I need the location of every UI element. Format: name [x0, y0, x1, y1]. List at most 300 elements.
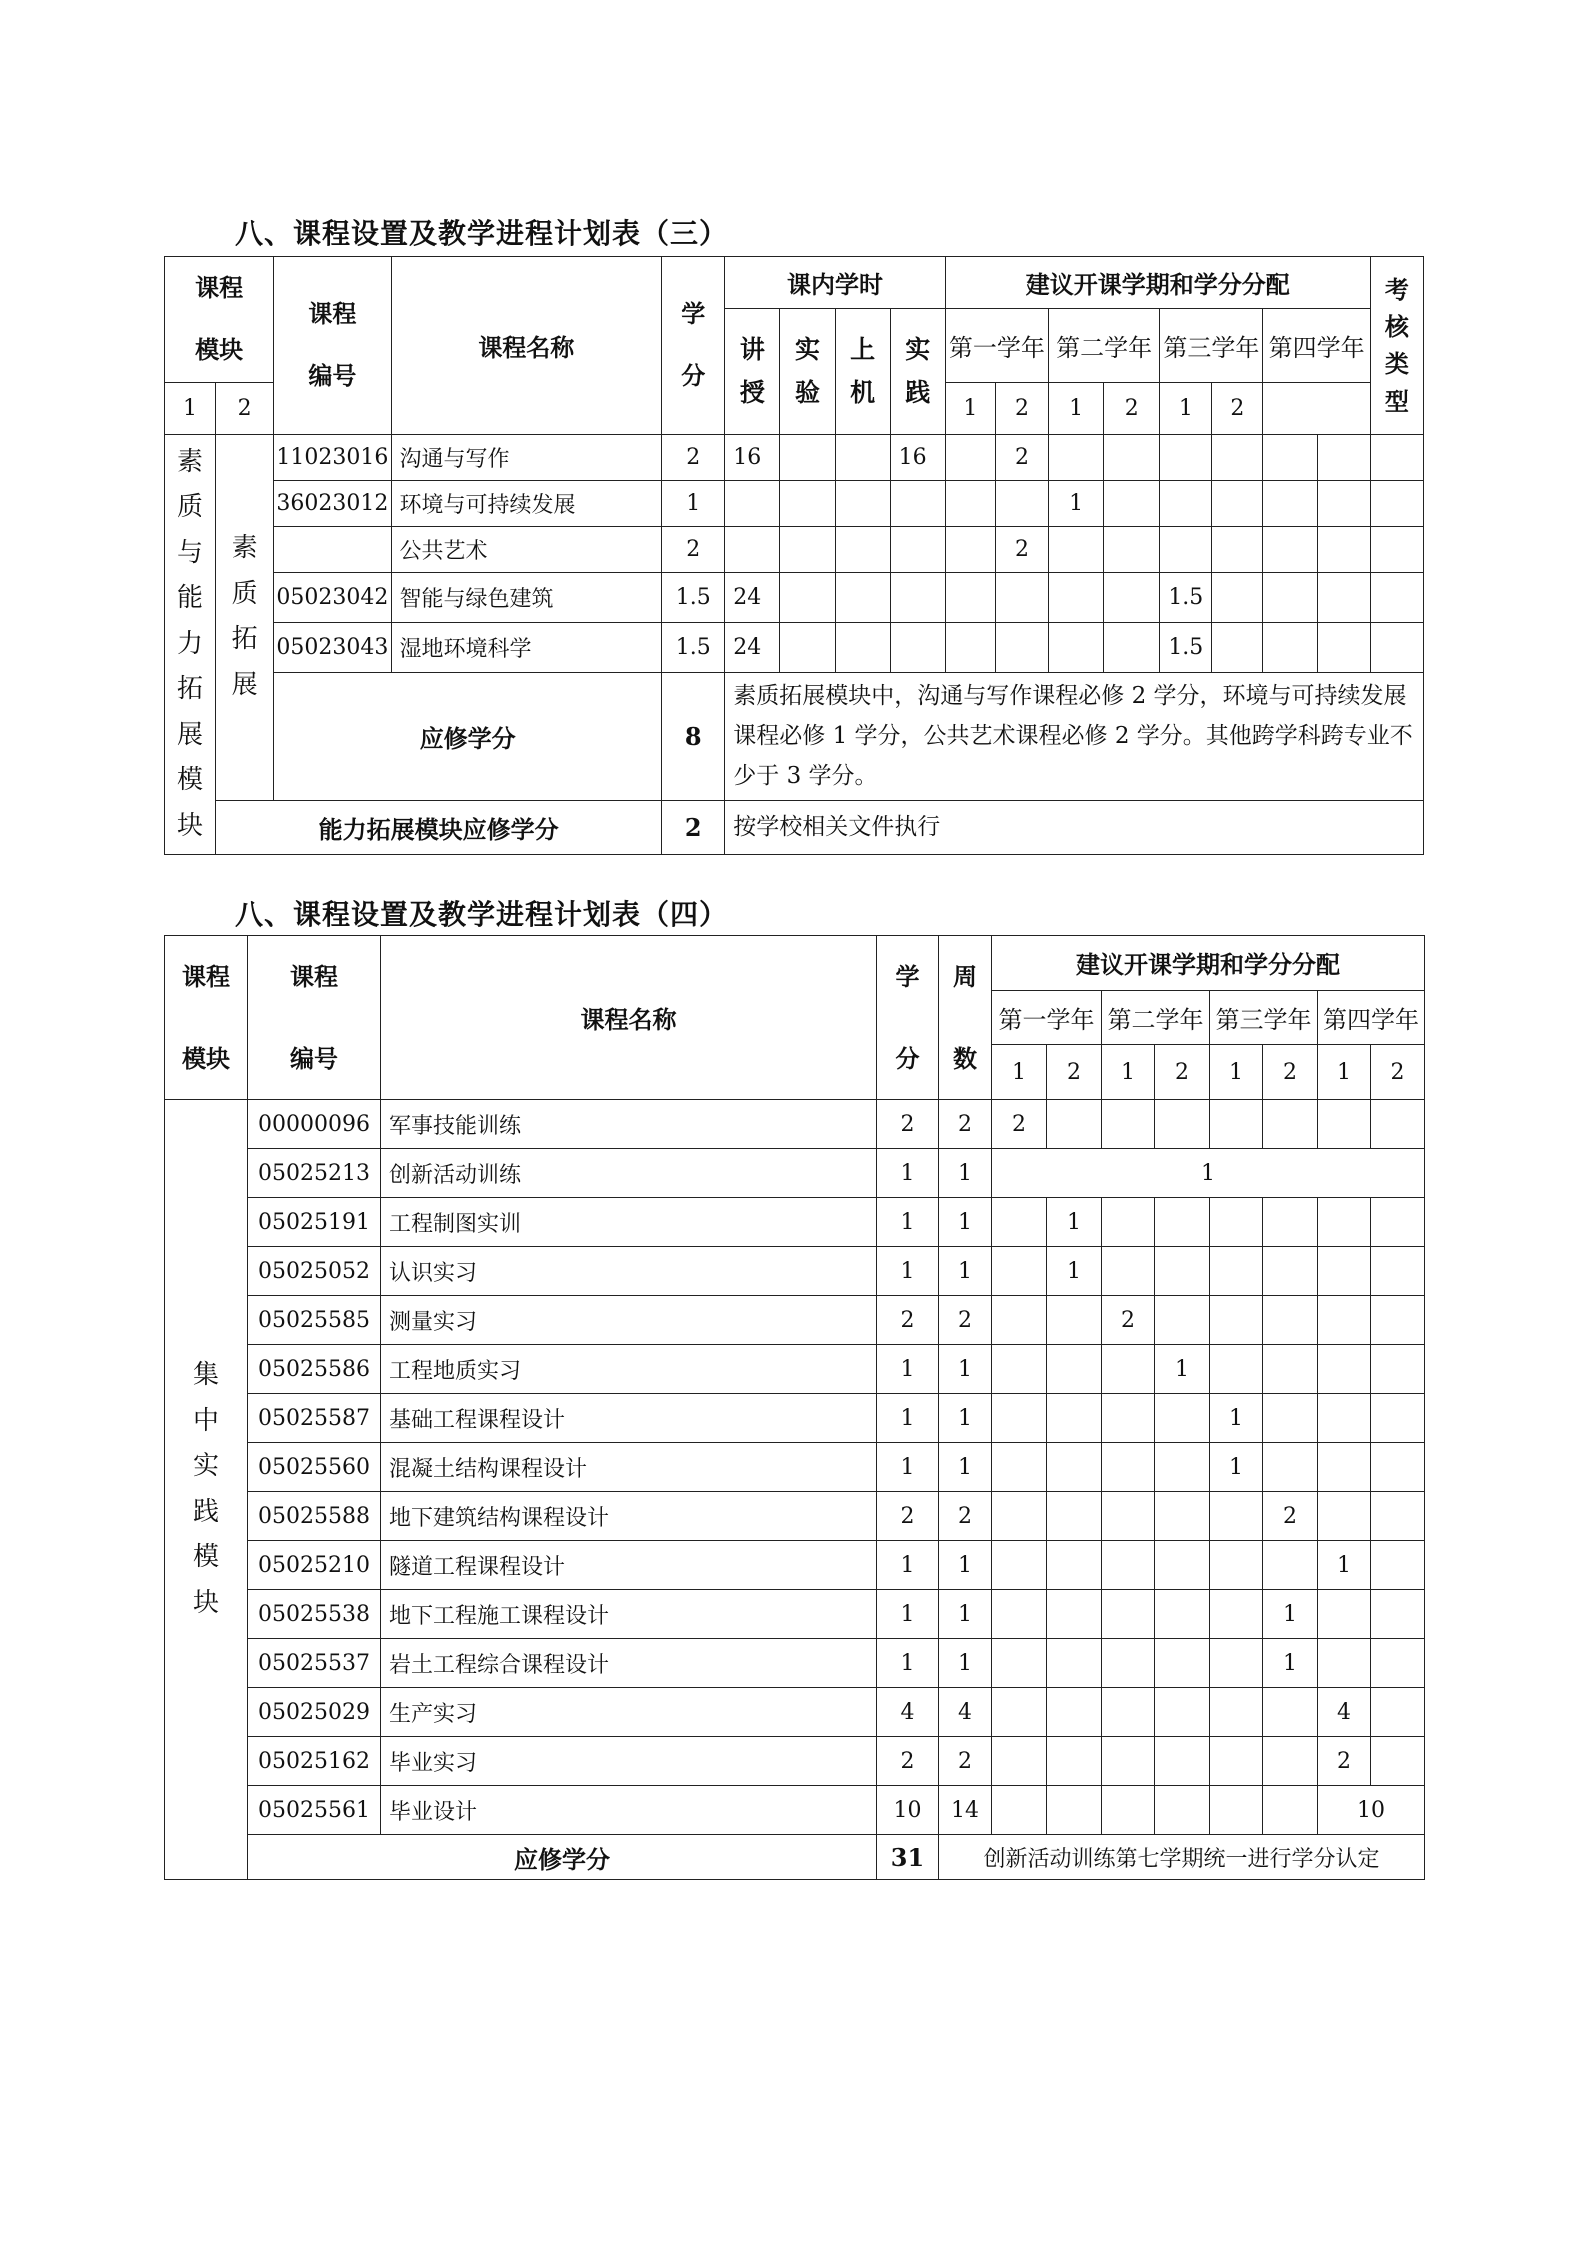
course-credit: 1: [877, 1345, 939, 1394]
course-code: 05025191: [248, 1198, 381, 1247]
lab-hours: [780, 526, 835, 572]
semester-credit: [1371, 1541, 1425, 1590]
header-semester-distribution: 建议开课学期和学分分配: [992, 936, 1425, 991]
table-row: [165, 1394, 1425, 1443]
course-code: 36023012: [274, 480, 391, 526]
header-module: 课程模块: [165, 257, 274, 383]
course-code: 05025213: [248, 1149, 381, 1198]
lab-hours: [780, 572, 835, 622]
semester-credit: [1155, 1492, 1210, 1541]
semester-credit: [992, 1296, 1047, 1345]
semester-credit: [992, 1345, 1047, 1394]
header-sem: 1: [1160, 382, 1212, 434]
semester-credit: [1210, 1590, 1263, 1639]
header-inclass-hours: 课内学时: [725, 257, 946, 309]
semester-credit: [1371, 1737, 1425, 1786]
semester-credit: 2: [1263, 1492, 1318, 1541]
course-weeks: 1: [939, 1639, 992, 1688]
header-sem: 2: [1047, 1045, 1102, 1100]
semester-credit: [1318, 1639, 1371, 1688]
course-weeks: 1: [939, 1345, 992, 1394]
course-code: 05023042: [274, 572, 391, 622]
semester-credit: [1155, 1639, 1210, 1688]
semester-credit: 1: [1210, 1394, 1263, 1443]
required-credits-note: 创新活动训练第七学期统一进行学分认定: [939, 1835, 1425, 1880]
table-row: [165, 1198, 1425, 1247]
table-row: [165, 1541, 1425, 1590]
semester-credit: [1047, 1688, 1102, 1737]
semester-credit: [1212, 480, 1263, 526]
table-row: [165, 1149, 1425, 1198]
semester-credit: [992, 1443, 1047, 1492]
semester-credit: [1102, 1247, 1155, 1296]
table-row: [165, 1786, 1425, 1835]
course-name: 岩土工程综合课程设计: [381, 1639, 877, 1688]
header-year-2: 第二学年: [1049, 309, 1160, 383]
header-sem: 2: [1371, 1045, 1425, 1100]
course-credit: 1: [877, 1639, 939, 1688]
course-credit: 2: [877, 1296, 939, 1345]
semester-credit: [1104, 434, 1160, 480]
semester-credit: [1155, 1590, 1210, 1639]
practice-hours: [890, 526, 945, 572]
header-sem: 1: [945, 382, 995, 434]
course-weeks: 1: [939, 1149, 992, 1198]
table-row: [165, 1688, 1425, 1737]
semester-credit: [1317, 572, 1370, 622]
semester-credit: [1263, 1443, 1318, 1492]
course-credit: 1: [877, 1198, 939, 1247]
semester-credit: 2: [995, 434, 1048, 480]
course-weeks: 2: [939, 1737, 992, 1786]
course-weeks: 14: [939, 1786, 992, 1835]
semester-credit: [1047, 1786, 1102, 1835]
semester-credit: [992, 1737, 1047, 1786]
semester-credit: [1049, 622, 1104, 672]
course-plan-table-3: [164, 256, 1424, 855]
semester-credit: [1102, 1688, 1155, 1737]
table4-title: 八、课程设置及教学进程计划表（四）: [235, 898, 729, 931]
semester-credit: [1102, 1198, 1155, 1247]
semester-credit: 1: [1263, 1590, 1318, 1639]
course-credit: 1: [877, 1443, 939, 1492]
semester-credit: [945, 434, 995, 480]
semester-credit: [1102, 1639, 1155, 1688]
course-name: 工程制图实训: [381, 1198, 877, 1247]
header-sem: 1: [165, 382, 216, 434]
header-sem: 2: [1263, 1045, 1318, 1100]
course-weeks: 2: [939, 1296, 992, 1345]
semester-credit: [1318, 1198, 1371, 1247]
course-code: 05025052: [248, 1247, 381, 1296]
semester-credit: [1155, 1688, 1210, 1737]
semester-credit: [1155, 1296, 1210, 1345]
course-weeks: 1: [939, 1198, 992, 1247]
semester-credit: 1: [1049, 480, 1104, 526]
semester-credit: [1047, 1737, 1102, 1786]
semester-credit: [1160, 434, 1212, 480]
semester-credit: [992, 1541, 1047, 1590]
computer-hours: [835, 572, 890, 622]
semester-credit: [1371, 1247, 1425, 1296]
semester-credit: [1263, 1100, 1318, 1149]
semester-credit: [1263, 1737, 1318, 1786]
header-sem: 1: [1049, 382, 1104, 434]
lecture-hours: 24: [725, 572, 780, 622]
semester-credit: 4: [1318, 1688, 1371, 1737]
course-name: 毕业设计: [381, 1786, 877, 1835]
semester-credit: [1210, 1198, 1263, 1247]
course-code: 11023016: [274, 434, 391, 480]
semester-credit: [1155, 1737, 1210, 1786]
header-year-3: 第三学年: [1210, 990, 1318, 1045]
table-row: [165, 434, 1424, 480]
lab-hours: [780, 434, 835, 480]
table-row: [165, 1492, 1425, 1541]
semester-credit: 2: [1102, 1296, 1155, 1345]
semester-credit: [1317, 622, 1370, 672]
header-year-1: 第一学年: [945, 309, 1048, 383]
course-weeks: 1: [939, 1247, 992, 1296]
semester-credit: [1318, 1296, 1371, 1345]
course-weeks: 2: [939, 1492, 992, 1541]
course-plan-table-4: [164, 935, 1425, 1880]
semester-credit: [992, 1639, 1047, 1688]
semester-credit: [1047, 1639, 1102, 1688]
course-credit: 1.5: [662, 622, 725, 672]
module-cell: 集中实践模块: [165, 1100, 248, 1880]
semester-credit: [1160, 480, 1212, 526]
header-sem: 1: [1210, 1045, 1263, 1100]
course-name: 隧道工程课程设计: [381, 1541, 877, 1590]
semester-credit: 1: [1318, 1541, 1371, 1590]
semester-credit: [1155, 1100, 1210, 1149]
exam-type: [1370, 572, 1423, 622]
lab-hours: [780, 622, 835, 672]
computer-hours: [835, 622, 890, 672]
course-code: 05025029: [248, 1688, 381, 1737]
semester-credit: [992, 1247, 1047, 1296]
header-practice: 实践: [890, 309, 945, 435]
table-row: [165, 526, 1424, 572]
semester-credit: 2: [995, 526, 1048, 572]
semester-credit: [1263, 1786, 1318, 1835]
exam-type: [1370, 526, 1423, 572]
semester-credit: [1318, 1492, 1371, 1541]
computer-hours: [835, 434, 890, 480]
header-lab: 实验: [780, 309, 835, 435]
required-credits-value: 8: [662, 672, 725, 800]
ability-credits-label: 能力拓展模块应修学分: [216, 800, 662, 854]
required-credits-label: 应修学分: [248, 1835, 877, 1880]
exam-type: [1370, 622, 1423, 672]
header-year-4: 第四学年: [1263, 309, 1370, 383]
lecture-hours: 16: [725, 434, 780, 480]
semester-credit: [1263, 1688, 1318, 1737]
course-weeks: 1: [939, 1590, 992, 1639]
semester-credit: [1102, 1443, 1155, 1492]
semester-credit: [992, 1394, 1047, 1443]
course-name: 地下工程施工课程设计: [381, 1590, 877, 1639]
semester-credit: [1318, 1443, 1371, 1492]
semester-credit: [1104, 480, 1160, 526]
semester-credit: [1104, 572, 1160, 622]
semester-credit: [1104, 526, 1160, 572]
table-row: [165, 572, 1424, 622]
semester-credit: [1047, 1492, 1102, 1541]
semester-credit: [1102, 1786, 1155, 1835]
semester-credit: [1371, 1100, 1425, 1149]
semester-credit: [1049, 572, 1104, 622]
semester-credit: [945, 480, 995, 526]
course-credit: 2: [877, 1492, 939, 1541]
header-semester-distribution: 建议开课学期和学分分配: [945, 257, 1370, 309]
course-code: [274, 526, 391, 572]
semester-credit: [992, 1688, 1047, 1737]
semester-credit: [1371, 1590, 1425, 1639]
header-year-3: 第三学年: [1160, 309, 1263, 383]
ability-credits-value: 2: [662, 800, 725, 854]
course-name: 公共艺术: [391, 526, 662, 572]
semester-credit: [1155, 1541, 1210, 1590]
course-code: 05025588: [248, 1492, 381, 1541]
header-sem: 1: [1102, 1045, 1155, 1100]
course-name: 测量实习: [381, 1296, 877, 1345]
table-row: [165, 1345, 1425, 1394]
semester-credit: [1102, 1541, 1155, 1590]
semester-credit: [1102, 1394, 1155, 1443]
computer-hours: [835, 526, 890, 572]
ability-credits-note: 按学校相关文件执行: [725, 800, 1424, 854]
semester-credit: [1047, 1541, 1102, 1590]
semester-credit: 1: [1155, 1345, 1210, 1394]
semester-credit: [1155, 1247, 1210, 1296]
course-name: 环境与可持续发展: [391, 480, 662, 526]
semester-credit: [1371, 1198, 1425, 1247]
header-sem: 2: [1104, 382, 1160, 434]
semester-credit: [1371, 1492, 1425, 1541]
course-name: 毕业实习: [381, 1737, 877, 1786]
header-name: 课程名称: [391, 257, 662, 435]
course-code: 05025210: [248, 1541, 381, 1590]
course-name: 地下建筑结构课程设计: [381, 1492, 877, 1541]
semester-credit: [1047, 1394, 1102, 1443]
semester-credit: [1104, 622, 1160, 672]
course-code: 05025560: [248, 1443, 381, 1492]
semester-credit: [992, 1198, 1047, 1247]
header-sem: 2: [1155, 1045, 1210, 1100]
header-sem: 1: [992, 1045, 1047, 1100]
semester-credit: [1318, 1247, 1371, 1296]
semester-credit: [1102, 1100, 1155, 1149]
lecture-hours: 24: [725, 622, 780, 672]
required-credits-value: 31: [877, 1835, 939, 1880]
semester-credit: [1102, 1590, 1155, 1639]
semester-credit: [1318, 1100, 1371, 1149]
semester-credit: [1263, 480, 1317, 526]
required-credits-label: 应修学分: [274, 672, 662, 800]
semester-credit: [1155, 1394, 1210, 1443]
semester-credit: [1102, 1345, 1155, 1394]
course-credit: 4: [877, 1688, 939, 1737]
semester-credit: [992, 1492, 1047, 1541]
lab-hours: [780, 480, 835, 526]
course-weeks: 4: [939, 1688, 992, 1737]
header-year-2: 第二学年: [1102, 990, 1210, 1045]
table-row: [165, 1296, 1425, 1345]
semester-credit: 1: [1263, 1639, 1318, 1688]
course-code: 05025537: [248, 1639, 381, 1688]
semester-credit: [1210, 1541, 1263, 1590]
semester-credit: [1047, 1296, 1102, 1345]
course-code: 05025585: [248, 1296, 381, 1345]
header-year-1: 第一学年: [992, 990, 1102, 1045]
header-year-4: 第四学年: [1318, 990, 1425, 1045]
semester-credit: 1.5: [1160, 572, 1212, 622]
course-code: 05025162: [248, 1737, 381, 1786]
course-credit: 2: [662, 526, 725, 572]
semester-credit: [1371, 1639, 1425, 1688]
exam-type: [1370, 434, 1423, 480]
semester-credit: [1049, 434, 1104, 480]
course-name: 湿地环境科学: [391, 622, 662, 672]
header-credit: 学分: [662, 257, 725, 435]
semester-credit: [1263, 1296, 1318, 1345]
practice-hours: 16: [890, 434, 945, 480]
semester-credit-merged: 10: [1318, 1786, 1425, 1835]
semester-credit: 2: [1318, 1737, 1371, 1786]
semester-credit: [1210, 1100, 1263, 1149]
course-name: 混凝土结构课程设计: [381, 1443, 877, 1492]
semester-credit: [1210, 1688, 1263, 1737]
semester-credit: [1371, 1688, 1425, 1737]
course-code: 05025587: [248, 1394, 381, 1443]
semester-credit: [1263, 1198, 1318, 1247]
header-code: 课程编号: [274, 257, 391, 435]
course-weeks: 2: [939, 1100, 992, 1149]
course-credit: 10: [877, 1786, 939, 1835]
semester-credit: [992, 1786, 1047, 1835]
course-code: 00000096: [248, 1100, 381, 1149]
semester-credit: [1371, 1345, 1425, 1394]
table-row: [165, 1100, 1425, 1149]
semester-credit: 1: [1047, 1198, 1102, 1247]
semester-credit: [1212, 622, 1263, 672]
semester-credit: [1210, 1345, 1263, 1394]
lecture-hours: [725, 480, 780, 526]
semester-credit: [1263, 572, 1317, 622]
semester-credit: [1263, 622, 1317, 672]
header-weeks: 周数: [939, 936, 992, 1100]
course-code: 05025538: [248, 1590, 381, 1639]
course-weeks: 1: [939, 1443, 992, 1492]
semester-credit: [945, 526, 995, 572]
semester-credit: [1047, 1443, 1102, 1492]
semester-credit: [1263, 434, 1317, 480]
semester-credit: [995, 572, 1048, 622]
semester-credit: [1212, 434, 1263, 480]
semester-credit: 2: [992, 1100, 1047, 1149]
required-credits-note: 素质拓展模块中，沟通与写作课程必修 2 学分，环境与可持续发展课程必修 1 学分，公共艺术课程必修 2 学分。其他跨学科跨专业不少于 3 学分。: [725, 672, 1424, 800]
semester-credit: [945, 572, 995, 622]
course-name: 生产实习: [381, 1688, 877, 1737]
header-sem: 2: [216, 382, 274, 434]
course-credit: 2: [877, 1737, 939, 1786]
header-module: 课程模块: [165, 936, 248, 1100]
course-credit: 1: [877, 1394, 939, 1443]
semester-credit: [1371, 1296, 1425, 1345]
computer-hours: [835, 480, 890, 526]
semester-credit: [1155, 1786, 1210, 1835]
header-lecture: 讲授: [725, 309, 780, 435]
table-row: [165, 1639, 1425, 1688]
submodule-cell: 素质拓展: [216, 434, 274, 800]
semester-credit: [1263, 1345, 1318, 1394]
semester-credit: [1210, 1296, 1263, 1345]
course-credit: 2: [877, 1100, 939, 1149]
course-weeks: 1: [939, 1541, 992, 1590]
semester-credit: [1155, 1198, 1210, 1247]
semester-credit: [1212, 526, 1263, 572]
table-row: [165, 480, 1424, 526]
semester-credit: [1047, 1345, 1102, 1394]
semester-credit: [1210, 1786, 1263, 1835]
semester-credit: [1263, 1394, 1318, 1443]
semester-credit: [1318, 1394, 1371, 1443]
semester-credit: [1317, 480, 1370, 526]
semester-credit: 1.5: [1160, 622, 1212, 672]
semester-credit: [1263, 526, 1317, 572]
course-name: 智能与绿色建筑: [391, 572, 662, 622]
course-code: 05023043: [274, 622, 391, 672]
semester-credit: [1263, 1541, 1318, 1590]
module-cell: 素质与能力拓展模块: [165, 434, 216, 854]
header-sem: 2: [995, 382, 1048, 434]
semester-credit: [1049, 526, 1104, 572]
table-row: [165, 622, 1424, 672]
header-sem: 1: [1318, 1045, 1371, 1100]
course-code: 05025586: [248, 1345, 381, 1394]
course-credit: 1: [877, 1247, 939, 1296]
header-sem: 2: [1212, 382, 1263, 434]
semester-credit: [995, 480, 1048, 526]
course-credit: 2: [662, 434, 725, 480]
practice-hours: [890, 572, 945, 622]
course-credit: 1: [662, 480, 725, 526]
exam-type: [1370, 480, 1423, 526]
header-code: 课程编号: [248, 936, 381, 1100]
table-row: [165, 1443, 1425, 1492]
course-weeks: 1: [939, 1394, 992, 1443]
practice-hours: [890, 480, 945, 526]
semester-credit: [1318, 1590, 1371, 1639]
course-code: 05025561: [248, 1786, 381, 1835]
semester-credit: 1: [1210, 1443, 1263, 1492]
header-exam-type: 考核类型: [1370, 257, 1423, 435]
table3-title: 八、课程设置及教学进程计划表（三）: [235, 217, 729, 250]
course-credit: 1.5: [662, 572, 725, 622]
semester-credit: [1102, 1737, 1155, 1786]
semester-credit: [992, 1590, 1047, 1639]
table-row: [165, 1590, 1425, 1639]
course-credit: 1: [877, 1541, 939, 1590]
semester-credit: [1210, 1737, 1263, 1786]
course-name: 军事技能训练: [381, 1100, 877, 1149]
semester-credit: [1047, 1590, 1102, 1639]
course-credit: 1: [877, 1590, 939, 1639]
semester-credit: [1047, 1100, 1102, 1149]
semester-credit: [1317, 526, 1370, 572]
